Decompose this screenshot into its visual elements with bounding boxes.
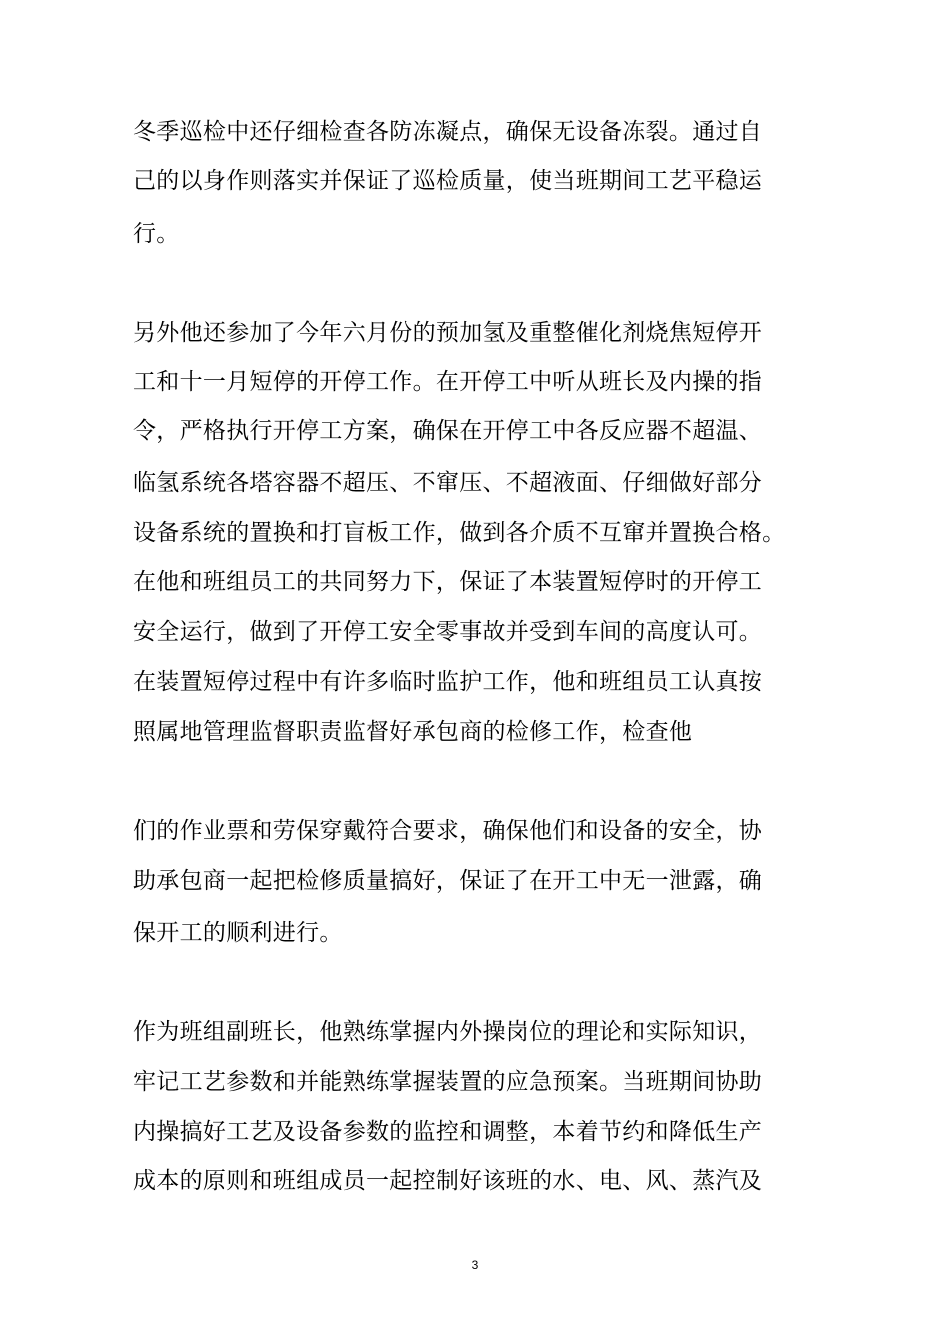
paragraph-4-line-2: 牢记工艺参数和并能熟练掌握装置的应急预案。当班期间协助 [133, 1069, 763, 1095]
paragraph-1-line-1: 冬季巡检中还仔细检查各防冻凝点，确保无设备冻裂。通过自 [133, 119, 763, 145]
paragraph-3-line-2: 助承包商一起把检修质量搞好，保证了在开工中无一泄露，确 [133, 868, 763, 894]
paragraph-2-line-4: 临氢系统各塔容器不超压、不窜压、不超液面、仔细做好部分 [133, 470, 763, 496]
paragraph-4-line-1: 作为班组副班长，他熟练掌握内外操岗位的理论和实际知识， [133, 1019, 763, 1045]
paragraph-1-line-2: 己的以身作则落实并保证了巡检质量，使当班期间工艺平稳运 [133, 168, 763, 194]
paragraph-2-line-9: 照属地管理监督职责监督好承包商的检修工作，检查他 [133, 719, 693, 745]
paragraph-4-line-3: 内操搞好工艺及设备参数的监控和调整，本着节约和降低生产 [133, 1119, 763, 1145]
paragraph-3-line-1: 们的作业票和劳保穿戴符合要求，确保他们和设备的安全，协 [133, 818, 763, 844]
paragraph-2-line-5: 设备系统的置换和打盲板工作，做到各介质不互窜并置换合格。 [133, 520, 786, 546]
paragraph-2-line-8: 在装置短停过程中有许多临时监护工作，他和班组员工认真按 [133, 669, 763, 695]
paragraph-1-line-3: 行。 [133, 221, 180, 247]
page-number: 3 [471, 1258, 479, 1272]
paragraph-2-line-3: 令，严格执行开停工方案，确保在开停工中各反应器不超温、 [133, 418, 763, 444]
paragraph-4-line-4: 成本的原则和班组成员一起控制好该班的水、电、风、蒸汽及 [133, 1168, 763, 1194]
paragraph-3-line-3: 保开工的顺利进行。 [133, 920, 343, 946]
paragraph-2-line-2: 工和十一月短停的开停工作。在开停工中听从班长及内操的指 [133, 369, 763, 395]
paragraph-2-line-6: 在他和班组员工的共同努力下，保证了本装置短停时的开停工 [133, 569, 763, 595]
paragraph-2-line-7: 安全运行，做到了开停工安全零事故并受到车间的高度认可。 [133, 619, 763, 645]
paragraph-2-line-1: 另外他还参加了今年六月份的预加氢及重整催化剂烧焦短停开 [133, 320, 763, 346]
